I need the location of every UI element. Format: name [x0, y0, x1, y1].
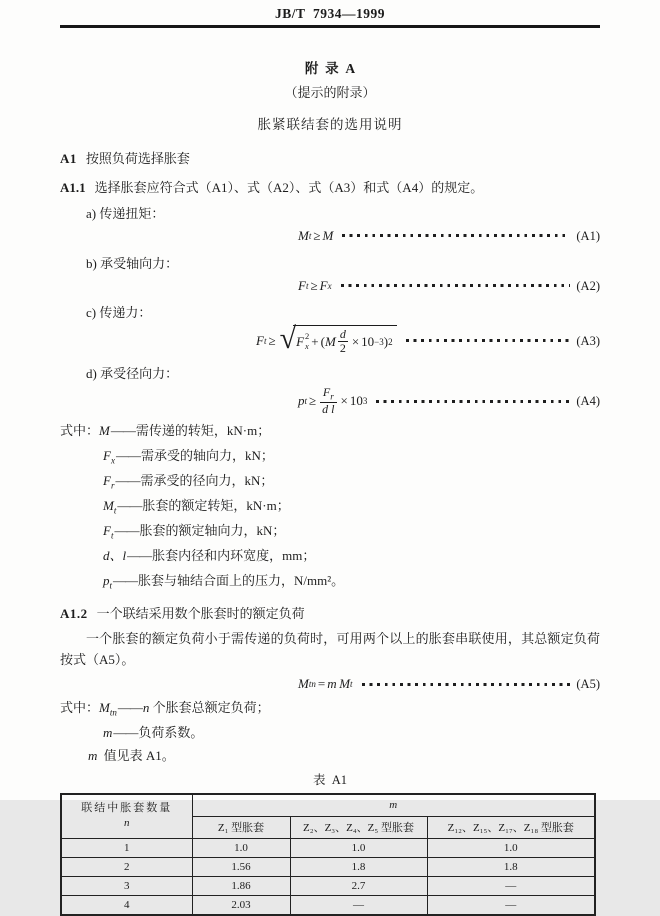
eq-a2-formula: F t ≥ F x: [298, 277, 332, 293]
appendix-heading: 胀紧联结套的选用说明: [257, 116, 403, 132]
eq-a4-number: (A4): [576, 394, 600, 409]
eq-a3-formula: F t ≥ √ F 2 x + ( M $\frac{d}{2}$ × 10 −3 ) 2: [256, 325, 397, 358]
table-a1: [60, 793, 596, 916]
dot-leader: [362, 683, 571, 686]
table-row: [61, 876, 595, 895]
table-header-sleeve-count: 联结中胀套数量 n: [61, 794, 192, 839]
eq-a4-formula: p t ≥ $\frac{F_r}{\text{d l}}$ × 10 3: [298, 385, 368, 416]
clause-a1-2-number: A1.2: [60, 606, 88, 622]
where-term: $p_t——$胀套与轴结合面上的压力，N/mm²。: [103, 573, 345, 591]
dot-leader: [376, 400, 570, 403]
clause-a1-1: [60, 178, 600, 198]
equation-a3: [60, 322, 600, 358]
table-header-type-z1: Z₁ 型胀套: [192, 816, 290, 838]
dot-leader: [406, 339, 571, 342]
cell-value: 2.7: [290, 876, 427, 895]
clause-a1-1-number: A1.1: [60, 179, 86, 195]
where-term: $F_t——$胀套的额定轴向力，kN；: [103, 523, 286, 541]
cell-n: 3: [61, 876, 192, 895]
equation-a1: [60, 226, 600, 246]
dot-leader: [342, 234, 570, 237]
cell-value: 1.8: [290, 857, 427, 876]
radical-sign: √: [279, 322, 297, 356]
cell-value: 2.03: [192, 895, 290, 915]
cell-n: 1: [61, 838, 192, 857]
cell-value: —: [427, 895, 595, 915]
table-header-type-z2-z5: Z₂、Z₃、Z₄、Z₅ 型胀套: [290, 816, 427, 838]
where-clause-a5: [60, 698, 600, 744]
table-row: [61, 857, 595, 876]
cell-value: 1.0: [290, 838, 427, 857]
table-row: [61, 895, 595, 915]
equation-a2: [60, 276, 600, 296]
clause-a1-2-body: 一个胀套的额定负荷小于需传递的负荷时，可用两个以上的胀套串联使用，其总额定负荷按式（A5）。: [60, 631, 600, 668]
eq-a1-formula: M t ≥ M: [298, 227, 334, 243]
clause-a1-heading: [60, 149, 600, 169]
eq-a1-number: (A1): [576, 228, 600, 243]
cell-value: 1.8: [427, 857, 595, 876]
where-term: $M_t——$胀套的额定转矩，kN·m；: [103, 497, 290, 516]
where-term: d、l——胀套内径和内环宽度，mm；: [103, 548, 316, 564]
appendix-title: 附 录 A: [304, 60, 356, 76]
standard-number: JB/T 7934—1999: [274, 6, 385, 21]
where-term: 式中：$M_{tn}——n$ 个胀套总额定负荷；: [60, 700, 270, 718]
cell-value: 1.86: [192, 876, 290, 895]
cell-value: 1.56: [192, 857, 290, 876]
title-block: [60, 57, 600, 133]
clause-a1-number: A1: [60, 150, 77, 166]
cell-value: —: [290, 895, 427, 915]
where-term: $F_x——$需承受的轴向力，kN；: [103, 447, 274, 466]
dot-leader: [341, 284, 571, 287]
clause-a1-2-heading: [60, 604, 600, 624]
cell-value: 1.0: [192, 838, 290, 857]
cell-n: 2: [61, 857, 192, 876]
where-term: m——负荷系数。: [103, 725, 204, 741]
equation-a4: [60, 386, 600, 417]
clause-a1-title: 按照负荷选择胀套: [85, 150, 190, 166]
where-clause-a1: [60, 421, 600, 597]
header-rule: [60, 25, 600, 28]
eq-a5-formula: M tn = m M t: [298, 676, 353, 692]
eq-a3-number: (A3): [576, 333, 600, 348]
clause-a1-1-text: 选择胀套应符合式（A1）、式（A2）、式（A3）和式（A4）的规定。: [94, 179, 484, 195]
equation-a5: [60, 674, 600, 694]
cell-value: —: [427, 876, 595, 895]
table-header-type-z12-z18: Z₁₂、Z₁₅、Z₁₇、Z₁₈ 型胀套: [427, 816, 595, 838]
cell-n: 4: [61, 895, 192, 915]
where-term: 式中：M——需传递的转矩，kN·m；: [60, 422, 271, 438]
clause-a1-2-title: 一个联结采用数个胀套时的额定负荷: [96, 606, 305, 622]
table-a1-caption: 表 A1: [312, 772, 348, 787]
table-header-m: m: [192, 794, 595, 817]
item-c-label: c) 传递力：: [86, 304, 152, 320]
where-term: $F_r——$需承受的径向力，kN；: [103, 472, 274, 491]
table-row: [61, 838, 595, 857]
appendix-note: （提示的附录）: [284, 84, 376, 100]
item-d-label: d) 承受径向力：: [86, 366, 179, 382]
m-note: m 值见表 A1。: [88, 747, 175, 763]
cell-value: 1.0: [427, 838, 595, 857]
item-a-label: a) 传递扭矩：: [86, 205, 165, 221]
item-b-label: b) 承受轴向力：: [86, 255, 179, 271]
eq-a2-number: (A2): [576, 278, 600, 293]
eq-a5-number: (A5): [576, 677, 600, 692]
table-header-row-1: [61, 794, 595, 817]
